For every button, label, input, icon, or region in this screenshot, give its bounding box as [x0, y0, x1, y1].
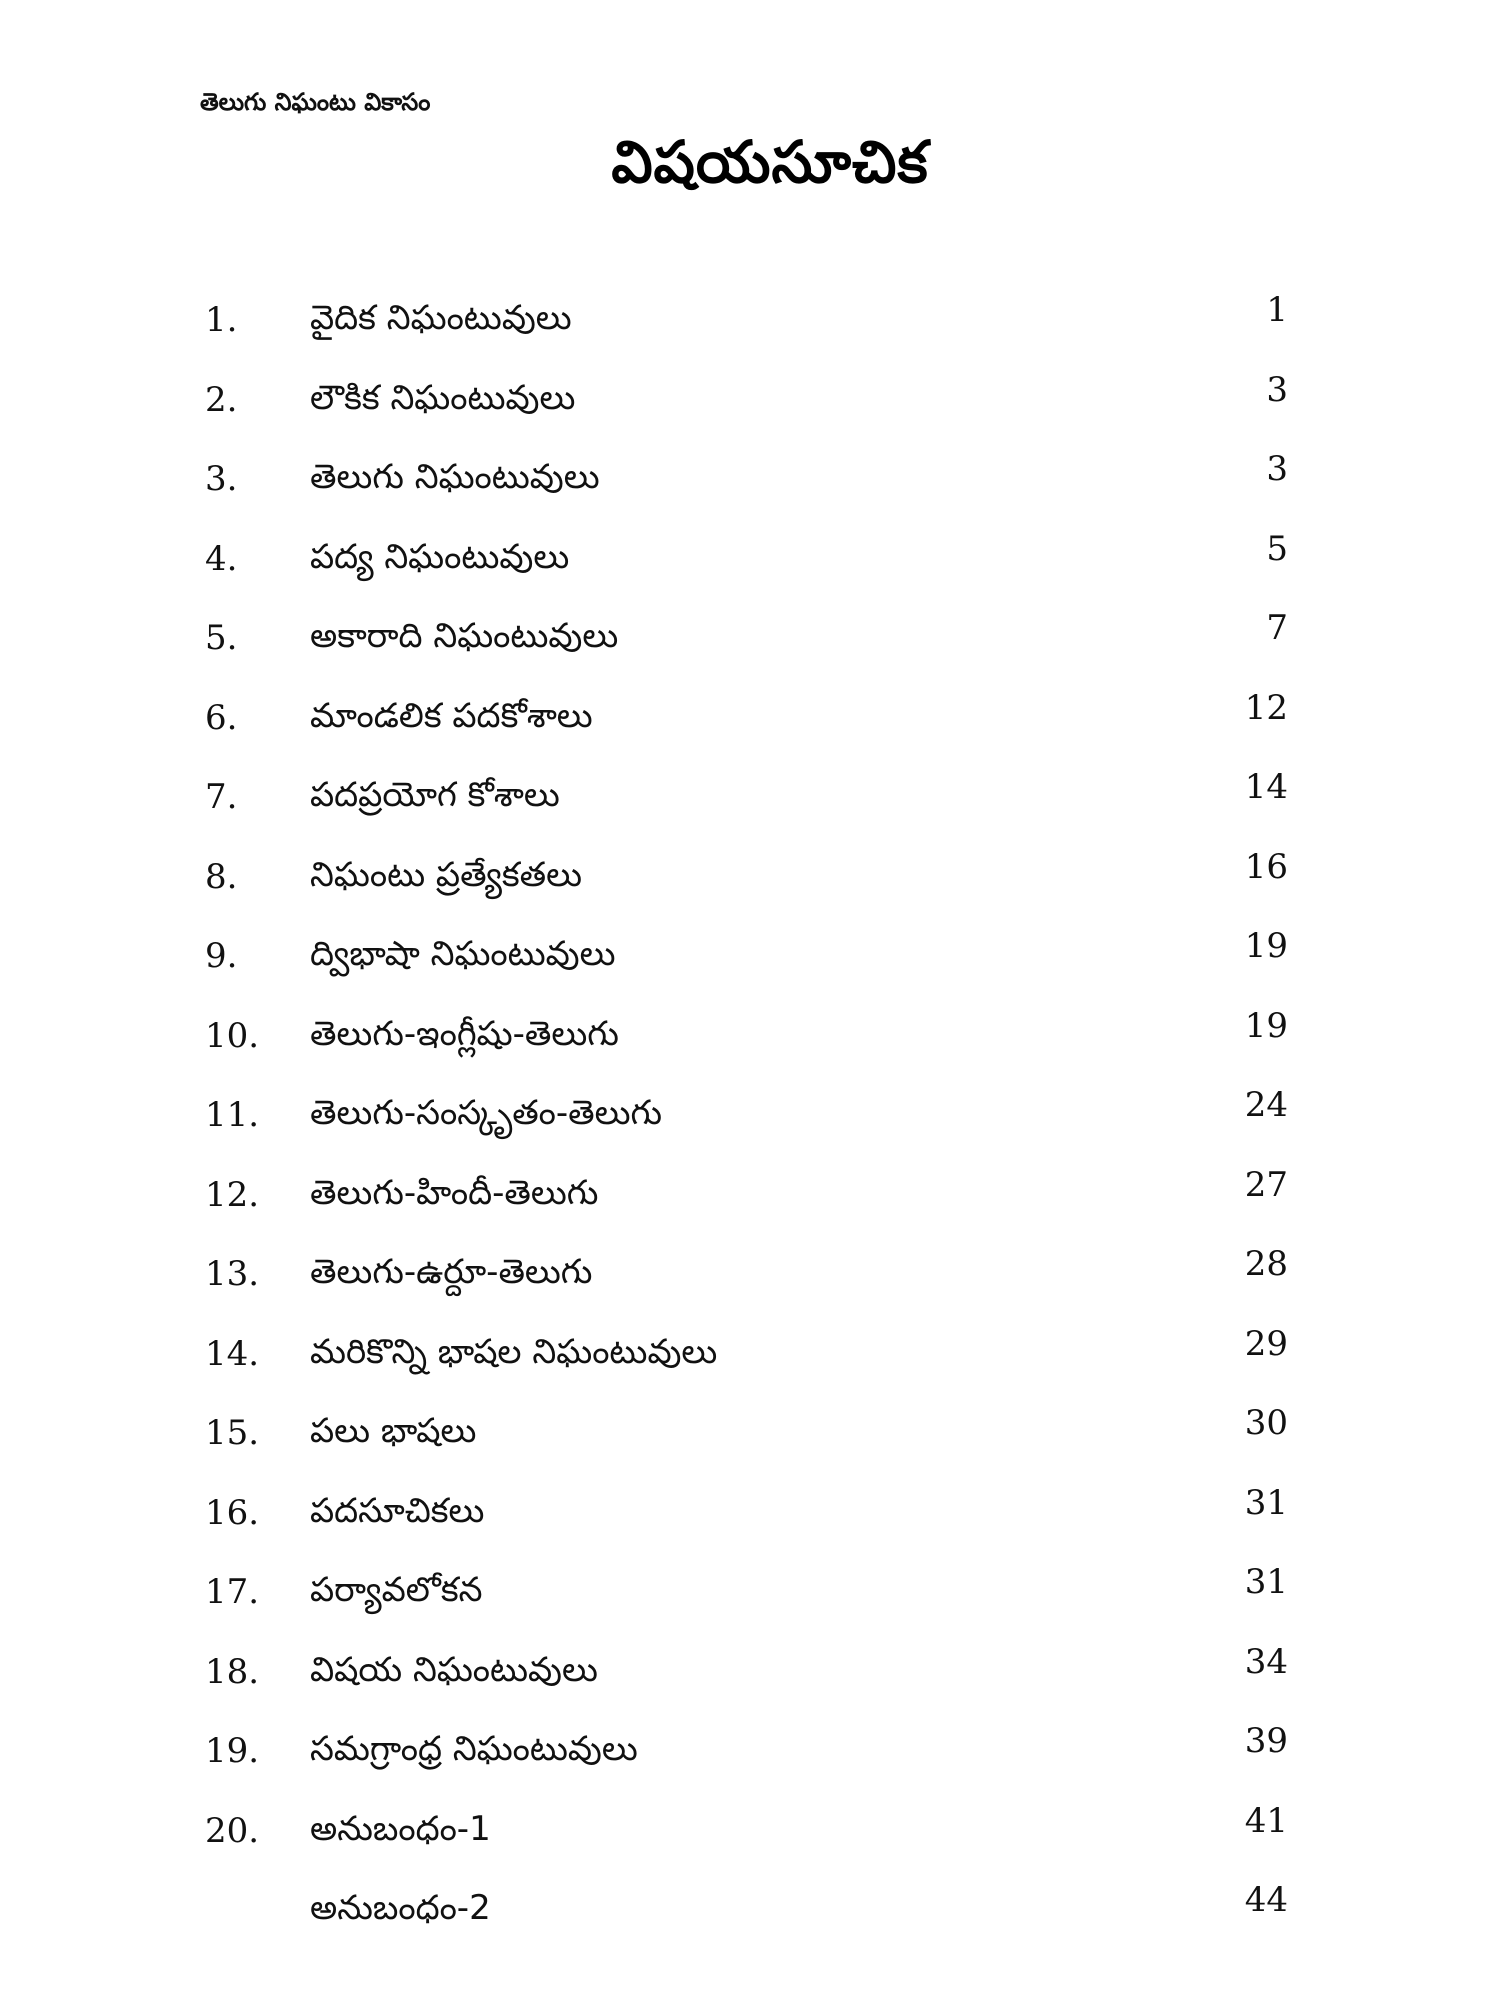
toc-entry [0, 1403, 1500, 1483]
toc-entry [0, 926, 1500, 1006]
toc-entry [0, 1562, 1500, 1642]
toc-entry [0, 608, 1500, 688]
toc-entry-number: 15. [205, 1413, 260, 1453]
toc-entry-title: తెలుగు-ఉర్దూ-తెలుగు [310, 1252, 593, 1292]
toc-entry-page: 3 [1266, 449, 1288, 489]
toc-entry-page: 30 [1244, 1403, 1288, 1443]
toc-entry-title: ద్విభాషా నిఘంటువులు [310, 934, 616, 974]
toc-entry-page: 19 [1244, 926, 1288, 966]
toc-entry-page: 34 [1244, 1641, 1288, 1682]
toc-entry-title: పర్యావలోకన [310, 1570, 483, 1610]
toc-entry [0, 1006, 1500, 1086]
toc-entry-number: 13. [205, 1254, 260, 1294]
toc-entry-title: నిఘంటు ప్రత్యేకతలు [310, 854, 582, 895]
toc-entry-page: 31 [1244, 1562, 1288, 1602]
toc-entry-title: అనుబంధం-1 [310, 1808, 491, 1849]
toc-entry-number: 16. [205, 1492, 260, 1533]
toc-entry-page: 14 [1244, 767, 1288, 807]
toc-entry-number: 12. [205, 1174, 260, 1215]
toc-entry-number: 7. [205, 777, 238, 817]
toc-entry-page: 19 [1244, 1005, 1288, 1046]
toc-entry [0, 370, 1500, 450]
toc-entry [0, 767, 1500, 847]
toc-entry-number: 9. [205, 936, 238, 976]
toc-entry-title: అకారాది నిఘంటువులు [310, 616, 619, 656]
toc-entry-title: తెలుగు-ఇంగ్లీషు-తెలుగు [310, 1013, 619, 1054]
toc-entry-page: 27 [1244, 1164, 1288, 1205]
toc-entry-number: 10. [205, 1015, 260, 1056]
toc-entry [0, 1483, 1500, 1563]
toc-entry-page: 39 [1244, 1721, 1288, 1761]
toc-entry-number: 4. [205, 538, 238, 579]
toc-entry-number: 5. [205, 618, 238, 658]
toc-entry [0, 1642, 1500, 1722]
toc-entry [0, 290, 1500, 370]
toc-entry-page: 41 [1244, 1800, 1288, 1841]
toc-entry-number: 3. [205, 459, 238, 499]
toc-entry-page: 12 [1244, 687, 1288, 728]
toc-entry [0, 847, 1500, 927]
toc-entry-title: తెలుగు-సంస్కృతం-తెలుగు [310, 1093, 663, 1133]
toc-entry-number: 19. [205, 1731, 260, 1771]
toc-entry-page: 16 [1244, 846, 1288, 887]
toc-entry-title: సమగ్రాంధ్ర నిఘంటువులు [310, 1729, 638, 1769]
toc-entry-number: 1. [205, 300, 238, 340]
toc-entry-title: తెలుగు-హిందీ-తెలుగు [310, 1172, 599, 1213]
toc-entry-page: 28 [1244, 1244, 1288, 1284]
page-title: విషయసూచిక [611, 128, 929, 196]
toc-entry-page: 1 [1266, 290, 1288, 330]
toc-entry-number: 20. [205, 1810, 260, 1851]
toc-entry [0, 1880, 1500, 1960]
toc-entry-number: 6. [205, 697, 238, 738]
toc-entry [0, 449, 1500, 529]
toc-entry-title: పదసూచికలు [310, 1490, 485, 1531]
toc-entry-page: 44 [1244, 1880, 1288, 1920]
toc-entry [0, 1324, 1500, 1404]
toc-entry [0, 688, 1500, 768]
toc-entry [0, 1165, 1500, 1245]
toc-entry [0, 1244, 1500, 1324]
toc-entry-title: అనుబంధం-2 [310, 1888, 491, 1928]
toc-entry-number: 2. [205, 379, 238, 420]
toc-entry-number: 8. [205, 856, 238, 897]
toc-entry [0, 1721, 1500, 1801]
toc-entry-page: 5 [1266, 528, 1288, 569]
toc-entry-number: 14. [205, 1333, 260, 1374]
table-of-contents [0, 290, 1500, 1960]
running-head: తెలుగు నిఘంటు వికాసం [200, 88, 431, 116]
toc-entry-page: 29 [1244, 1323, 1288, 1364]
toc-entry-title: వైదిక నిఘంటువులు [310, 298, 572, 338]
toc-entry-title: తెలుగు నిఘంటువులు [310, 457, 600, 497]
toc-entry-title: పదప్రయోగ కోశాలు [310, 775, 560, 815]
toc-entry [0, 529, 1500, 609]
toc-entry-title: మరికొన్ని భాషల నిఘంటువులు [310, 1331, 718, 1372]
toc-entry-title: లౌకిక నిఘంటువులు [310, 377, 576, 418]
toc-entry-number: 11. [205, 1095, 260, 1135]
toc-entry-page: 7 [1266, 608, 1288, 648]
toc-entry-number: 17. [205, 1572, 260, 1612]
toc-entry-number: 18. [205, 1651, 260, 1692]
toc-entry-page: 31 [1244, 1482, 1288, 1523]
toc-entry-title: పద్య నిఘంటువులు [310, 536, 570, 577]
toc-entry [0, 1085, 1500, 1165]
toc-entry [0, 1801, 1500, 1881]
toc-entry-page: 24 [1244, 1085, 1288, 1125]
toc-entry-page: 3 [1266, 369, 1288, 410]
toc-entry-title: పలు భాషలు [310, 1411, 477, 1451]
toc-entry-title: విషయ నిఘంటువులు [310, 1649, 598, 1690]
toc-entry-title: మాండలిక పదకోశాలు [310, 695, 593, 736]
